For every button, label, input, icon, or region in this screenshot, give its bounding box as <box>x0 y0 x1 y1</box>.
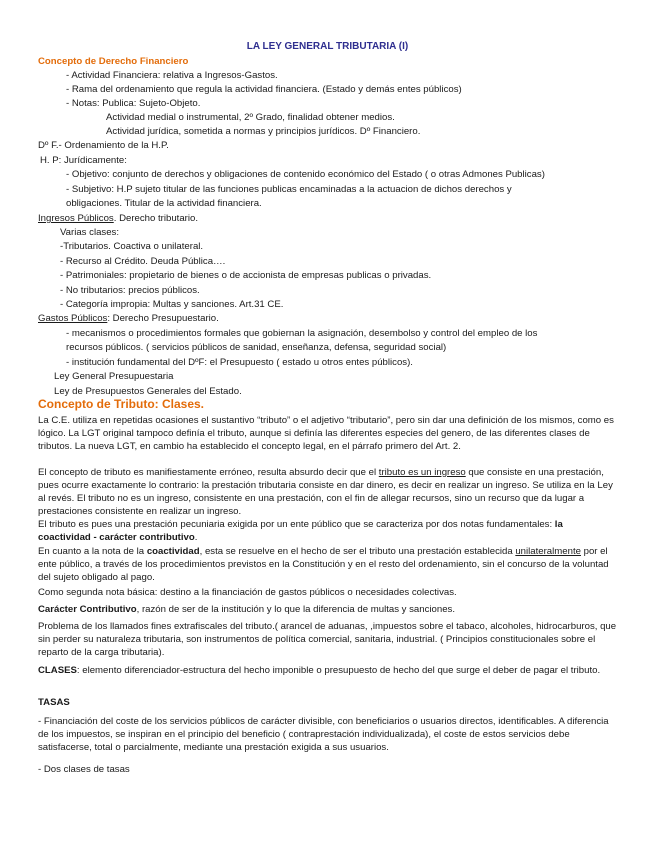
text-line: - Rama del ordenamiento que regula la actividad financiera. (Estado y demás entes públicos) <box>66 84 462 95</box>
underlined-text: unilateralmente <box>515 546 581 557</box>
gastos-publicos-label: Gastos Públicos <box>38 313 108 324</box>
text-line <box>38 212 198 225</box>
text-line: Actividad jurídica, sometida a normas y principios jurídicos. Dº Financiero. <box>106 126 421 137</box>
text-line: - Objetivo: conjunto de derechos y obligaciones de contenido económico del Estado ( o otras Admones Publicas) <box>66 169 545 180</box>
text-line: obligaciones. Titular de la actividad financiera. <box>66 198 262 209</box>
heading-concepto-tributo: Concepto de Tributo: Clases. <box>38 397 205 411</box>
paragraph: La C.E. utiliza en repetidas ocasiones el sustantivo “tributo” o el adjetivo “tributario”, pero sin dar una definición de los mismos, como es lógico. La LGT original tampoco definía el tributo, aunque si definía las diferentes especies del genero, de las diferentes clases de tributos. La nueva LGT, en cambio ha establecido el concepto legal, en el párrafo primero del Art. 2. <box>38 415 614 452</box>
bold-text: coactividad <box>146 546 200 557</box>
paragraph: Como segunda nota básica: destino a la financiación de gastos públicos o necesidades colectivas. <box>38 587 457 598</box>
text-span: : Derecho Presupuestario. <box>107 313 219 324</box>
paragraph: Problema de los llamados fines extrafiscales del tributo.( arancel de aduanas, ,impuestos sobre el tabaco, alcoholes, hidrocarburos, que sin perder su naturaleza tributaria, son instrumentos de política comercial, sanitaria, industrial. ( Principios constitucionales sobre el reparto de la carga tributaria). <box>38 621 617 658</box>
text-span: , esta se resuelve en el hecho de ser el tributo una prestación establecida <box>199 546 516 557</box>
tasas-heading: TASAS <box>38 697 70 708</box>
text-line: H. P: Jurídicamente: <box>40 155 127 166</box>
paragraph <box>38 518 618 544</box>
text-line: -Tributarios. Coactiva o unilateral. <box>60 241 204 252</box>
text-span: que consiste en una prestación, pues ocurre exactamente lo contrario: la prestación tributaria consiste en dar dinero, es decir en realizar un ingreso. Se utiliza en la Ley al revés. El tributo no es un ingreso, consistente en una prestación, con el fin de allegar recursos, sino un recurso que da lugar a prestaciones consistente en realizar un ingreso. <box>38 467 613 517</box>
underlined-text: tributo es un ingreso <box>378 467 466 478</box>
text-line: Ley de Presupuestos Generales del Estado. <box>54 386 242 397</box>
text-span: . Derecho tributario. <box>113 213 198 224</box>
paragraph <box>38 664 618 677</box>
text-line: Ley General Presupuestaria <box>54 371 174 382</box>
text-span: El concepto de tributo es manifiestamente erróneo, resulta absurdo decir que el <box>38 467 379 478</box>
text-line: Dº F.- Ordenamiento de la H.P. <box>38 140 169 151</box>
text-line: Varias clases: <box>60 227 120 238</box>
bold-text: CLASES <box>38 665 77 676</box>
text-line: - Recurso al Crédito. Deuda Pública…. <box>60 256 226 267</box>
heading-derecho-financiero: Concepto de Derecho Financiero <box>38 56 189 67</box>
text-span: : elemento diferenciador-estructura del hecho imponible o presupuesto de hecho del que surge el deber de pagar el tributo. <box>76 665 601 676</box>
text-span: por el ente público, a través de los procedimientos previstos en la Constitución y en el resto del ordenamiento, sin el concurso de la voluntad del sujeto obligado al pago. <box>38 546 609 583</box>
document-title: LA LEY GENERAL TRIBUTARIA (I) <box>246 41 409 52</box>
text-span: . <box>194 532 198 543</box>
text-line <box>38 312 219 325</box>
ingresos-publicos-label: Ingresos Públicos <box>38 213 114 224</box>
paragraph: - Dos clases de tasas <box>38 764 130 775</box>
text-line: - institución fundamental del DºF: el Presupuesto ( estado u otros entes públicos). <box>66 357 413 368</box>
text-span: El tributo es pues una prestación pecuniaria exigida por un ente público que se caracteriza por dos notas fundamentales: <box>38 519 555 530</box>
text-span: En cuanto a la nota de la <box>38 546 147 557</box>
text-line: - Notas: Publica: Sujeto-Objeto. <box>66 98 201 109</box>
text-line: - Subjetivo: H.P sujeto titular de las funciones publicas encaminadas a la actuacion de dichos derechos y <box>66 184 512 195</box>
text-span: , razón de ser de la institución y lo que la diferencia de multas y sanciones. <box>136 604 455 615</box>
paragraph <box>38 545 618 584</box>
text-line: - Patrimoniales: propietario de bienes o de accionista de empresas publicas o privadas. <box>60 270 432 281</box>
bold-text: Carácter Contributivo <box>38 604 137 615</box>
text-line: - Actividad Financiera: relativa a Ingresos-Gastos. <box>66 70 278 81</box>
paragraph <box>38 603 618 616</box>
text-line: - No tributarios: precios públicos. <box>60 285 200 296</box>
paragraph: - Financiación del coste de los servicios públicos de carácter divisible, con beneficiarios o usuarios directos, identificables. A diferencia de los impuestos, se inspiran en el principio del beneficio ( contraprestación individualizada), el coste de estos servicios debe satisfacerse, total o parcialmente, mediante una prestación exigida a sus usuarios. <box>38 716 609 753</box>
text-line: - mecanismos o procedimientos formales que gobiernan la asignación, desembolso y control del empleo de los <box>66 328 538 339</box>
bold-text: la coactividad - carácter contributivo <box>38 519 563 543</box>
text-line: recursos públicos. ( servicios públicos de sanidad, enseñanza, defensa, seguridad social) <box>66 342 447 353</box>
text-line: - Categoría impropia: Multas y sanciones. Art.31 CE. <box>60 299 284 310</box>
paragraph <box>38 466 618 518</box>
text-line: Actividad medial o instrumental, 2º Grado, finalidad obtener medios. <box>106 112 395 123</box>
